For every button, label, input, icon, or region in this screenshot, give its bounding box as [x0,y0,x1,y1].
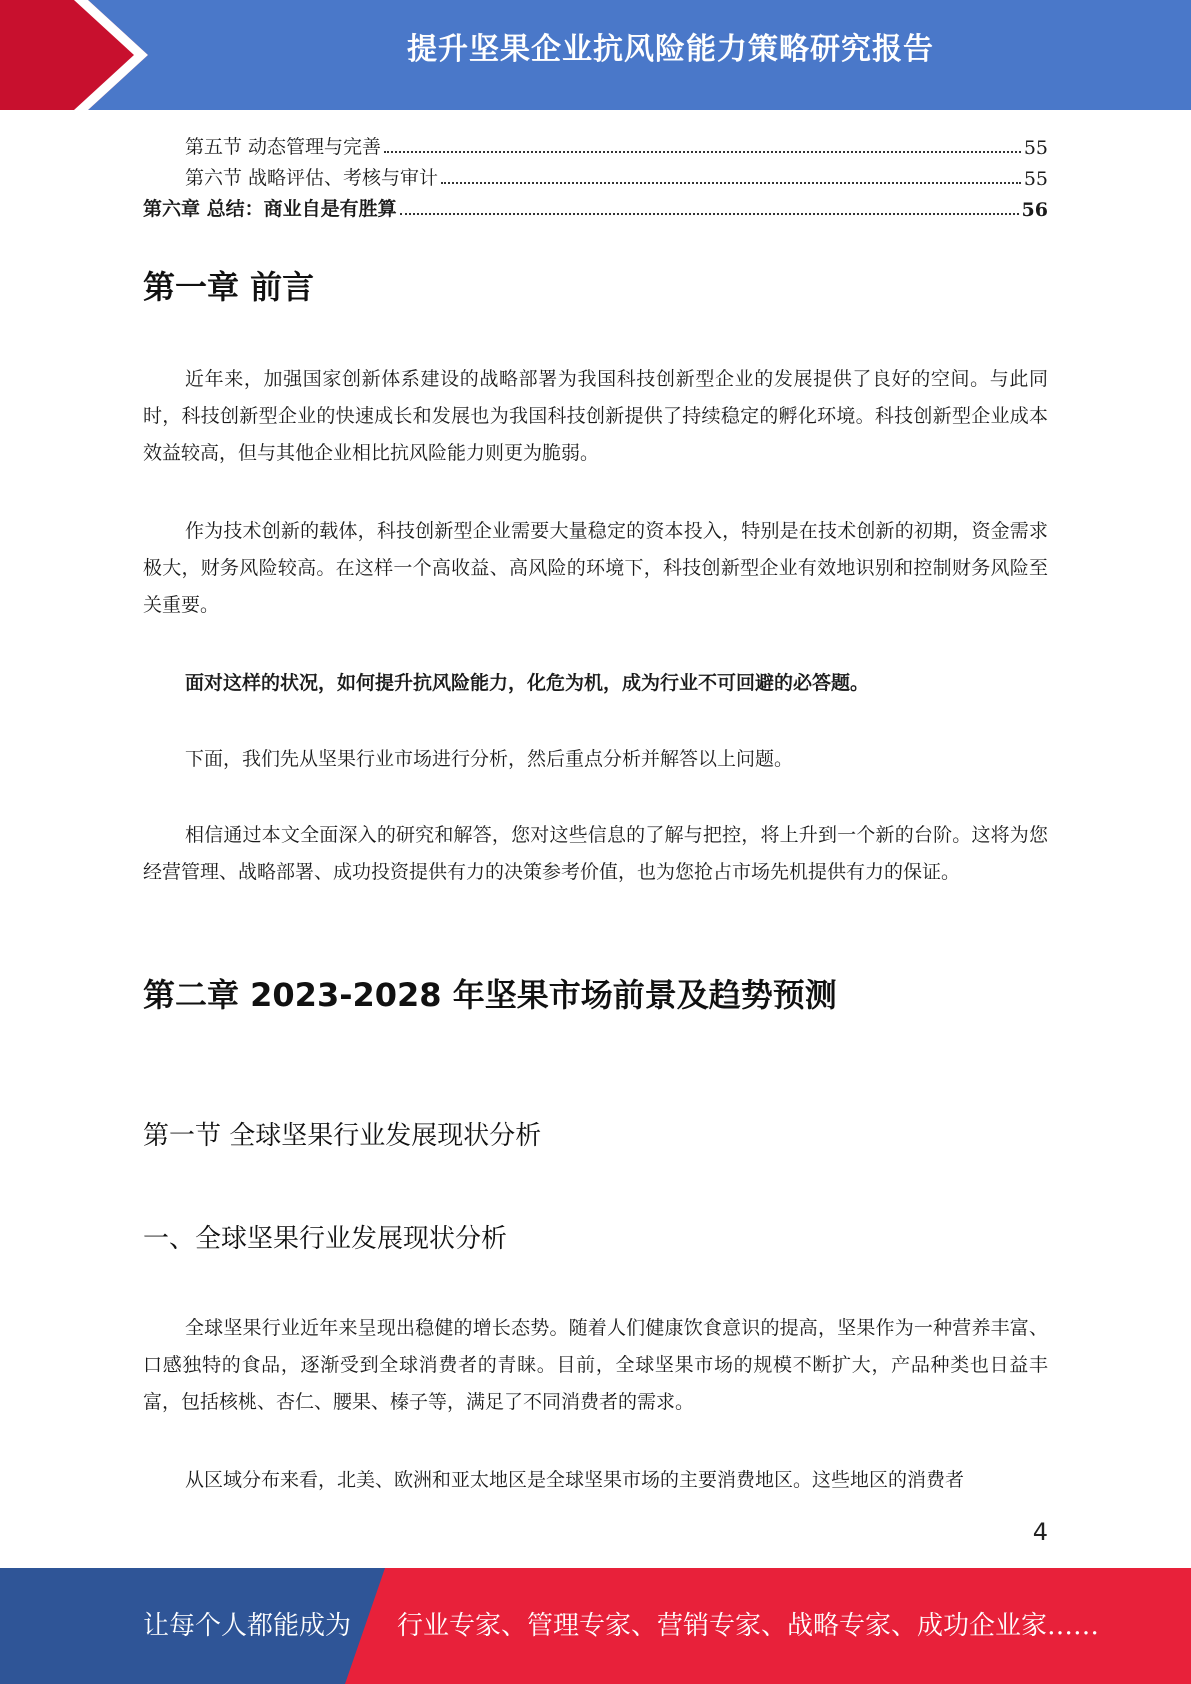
toc-leader-dots [400,213,1019,215]
footer-slogan-left: 让每个人都能成为 [143,1611,352,1641]
chapter-2-paragraph: 全球坚果行业近年来呈现出稳健的增长态势。随着人们健康饮食意识的提高，坚果作为一种营养丰富、口感独特的食品，逐渐受到全球消费者的青睐。目前，全球坚果市场的规模不断扩大，产品种类也日益丰富，包括核桃、杏仁、腰果、榛子等，满足了不同消费者的需求。 [143,1317,1048,1413]
page-footer [0,1568,1191,1684]
chapter-2-paragraph: 从区域分布来看，北美、欧洲和亚太地区是全球坚果市场的主要消费地区。这些地区的消费者 [185,1469,965,1491]
page-number: 4 [1032,1518,1048,1546]
chapter-1-heading: 第一章 前言 [143,268,315,306]
toc-entry-page: 55 [1023,168,1048,190]
toc-entry-title: 第五节 动态管理与完善 [185,136,382,158]
subsection-heading: 一、全球坚果行业发展现状分析 [143,1224,508,1254]
toc-entry[interactable] [143,159,1048,190]
toc-entry[interactable] [143,190,1048,221]
section-heading: 第一节 全球坚果行业发展现状分析 [143,1121,542,1151]
toc-entry[interactable] [143,128,1048,159]
chapter-1-paragraph: 下面，我们先从坚果行业市场进行分析，然后重点分析并解答以上问题。 [185,748,794,770]
toc-leader-dots [384,151,1021,153]
toc-entry-title: 第六节 战略评估、考核与审计 [185,167,439,189]
toc-entry-page: 55 [1023,137,1048,159]
chapter-2-heading: 第二章 2023-2028 年坚果市场前景及趋势预测 [143,976,837,1014]
chapter-1-paragraph: 相信通过本文全面深入的研究和解答，您对这些信息的了解与把控，将上升到一个新的台阶。这将为您经营管理、战略部署、成功投资提供有力的决策参考价值，也为您抢占市场先机提供有力的保证。 [143,824,1048,883]
table-of-contents [143,128,1048,221]
chapter-1-paragraph: 近年来，加强国家创新体系建设的战略部署为我国科技创新型企业的发展提供了良好的空间。与此同时，科技创新型企业的快速成长和发展也为我国科技创新提供了持续稳定的孵化环境。科技创新型企业成本效益较高，但与其他企业相比抗风险能力则更为脆弱。 [143,368,1048,464]
toc-leader-dots [441,182,1021,184]
toc-entry-title: 第六章 总结：商业自是有胜算 [143,198,397,220]
chapter-1-emphasis-paragraph: 面对这样的状况，如何提升抗风险能力，化危为机，成为行业不可回避的必答题。 [185,672,870,694]
header-title: 提升坚果企业抗风险能力策略研究报告 [407,32,934,67]
header-arrow-decoration [0,0,160,110]
toc-entry-page: 56 [1021,199,1048,221]
footer-slogan-right: 行业专家、管理专家、营销专家、战略专家、成功企业家…… [397,1611,1100,1641]
chapter-1-paragraph: 作为技术创新的载体，科技创新型企业需要大量稳定的资本投入，特别是在技术创新的初期，资金需求极大，财务风险较高。在这样一个高收益、高风险的环境下，科技创新型企业有效地识别和控制财务风险至关重要。 [143,520,1048,616]
page-header [0,0,1191,110]
